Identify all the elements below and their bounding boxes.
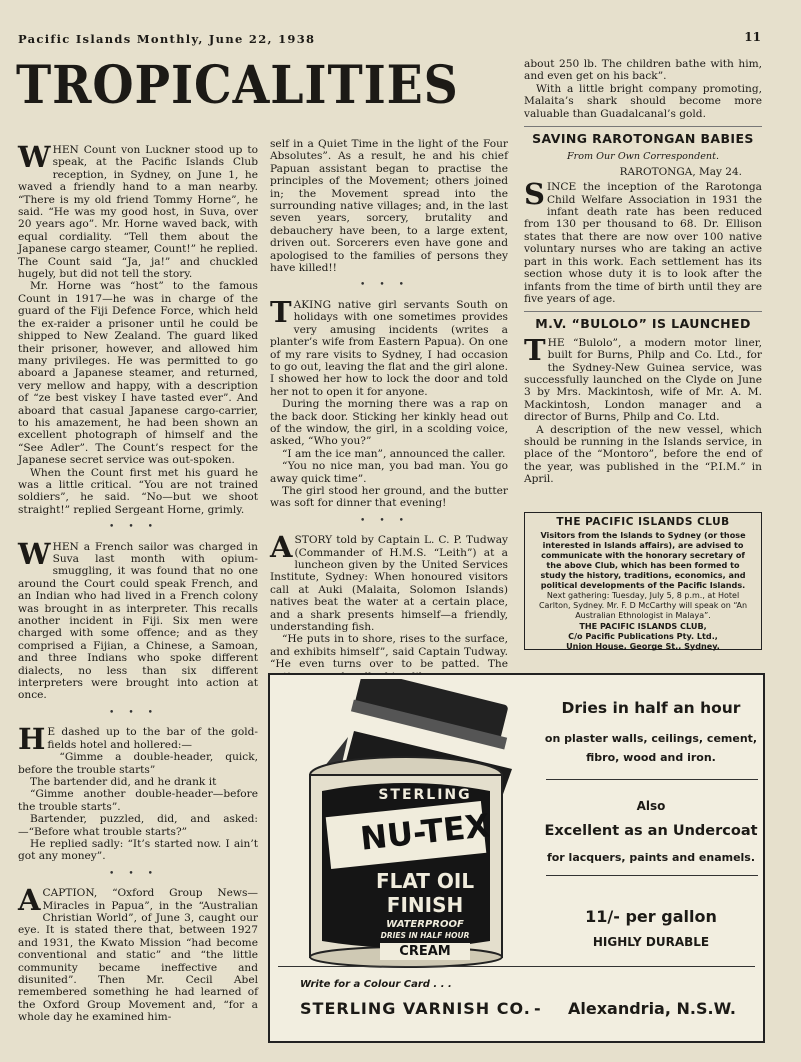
can-dries: DRIES IN HALF HOUR [380, 931, 470, 940]
drop-cap: A [270, 530, 293, 565]
page-number: 11 [744, 30, 761, 44]
club-next-gathering: Next gathering: Tuesday, July 5, 8 p.m., at Hotel Carlton, Sydney. Mr. F. D McCarthy will speak on “An Australian Ethnologist in Malaya”. [538, 590, 748, 620]
column-2 [270, 138, 508, 695]
ad-company: STERLING VARNISH CO. [300, 999, 531, 1018]
paragraph: self in a Quiet Time in the light of the Four Absolutes”. As a result, he and his chief Papuan assistant began to practise the principles of the Movement; others joined in; the Movement spread into the surrounding native villages; and, in the last seven years, sorcery, brutality and debauchery have been, to a large extent, driven out. Sorcerers even have gone and apologised to the families of persons they have killed!! [270, 138, 508, 275]
story-rarotonga: INCE the inception of the Rarotonga Child Welfare Association in 1931 the infant death rate has been reduced from 130 per thousand to 68. Dr. Ellison states that there are now over 100 native voluntary nurses who are taking an active part in this work. Each settlement has its section whose duty it is to look after the infants from the time of birth until they are five years of age. [524, 181, 762, 305]
ad-highly-durable: HIGHLY DURABLE [592, 935, 710, 949]
can-product: NU-TEX [358, 806, 492, 858]
paragraph: “He puts in to shore, rises to the surface, and exhibits himself”, said Captain Tudway. “He even turns over to be patted. The [270, 633, 508, 671]
drop-cap: A [18, 883, 41, 918]
paragraph: “Gimme a double-header, quick, before the trouble starts” [18, 751, 258, 776]
story-interpreters: HEN a French sailor was charged in Suva last month with opium-smuggling, it was found that no one around the Court could speak French, and an Indian who had lived in a French colony was brought in as interpreter. This recalls another incident in Fiji. Six men were charged with some offence; and as they comprised a Fijian, a Chinese, a Samoan, and three Indians who spoke different dialects, no less than six different interpreters were brought into action at once. [18, 540, 258, 702]
ad-divider [546, 875, 758, 876]
dateline: RAROTONGA, May 24. [619, 165, 742, 178]
club-org: THE PACIFIC ISLANDS CLUB, [579, 620, 707, 631]
ad-footer [278, 966, 755, 1033]
column-1 [18, 140, 258, 1024]
section-divider: ••• [109, 522, 167, 533]
can-brand: STERLING [378, 787, 472, 803]
can-waterproof: WATERPROOF [386, 919, 464, 930]
divider [524, 311, 762, 312]
ad-undercoat: Excellent as an Undercoat [544, 823, 758, 839]
ad-also: Also [636, 799, 666, 813]
headline-rarotongan-babies: SAVING RAROTONGAN BABIES [532, 131, 754, 147]
drop-cap: W [18, 140, 51, 174]
drop-cap: H [18, 722, 46, 757]
paragraph: When the Count first met his guard he was a little critical. “You are not trained soldiers”, he said. “No—but we shoot straight!” replied Sergeant Horne, grimly. [18, 466, 258, 516]
ad-for-lacquers: for lacquers, paints and enamels. [546, 851, 756, 864]
running-head: Pacific Islands Monthly, June 22, 1938 [18, 32, 316, 46]
club-notice-box [524, 512, 762, 650]
club-address: Union House, George St., Sydney. [566, 640, 720, 651]
byline: From Our Own Correspondent. [566, 151, 720, 163]
advertisement-nu-tex [268, 673, 765, 1043]
story-shark: STORY told by Captain L. C. P. Tudway (Commander of H.M.S. “Leith”) at a luncheon given by the United Services Institute, Sydney: When honoured visitors call at Auki (Malaita, Solomon Islands) natives beat the water at a certain place, and a shark presents himself—a friendly, understanding fish. [270, 534, 508, 634]
drop-cap: T [524, 332, 546, 367]
paragraph: With a little bright company promoting, Malaita’s shark should become more valuable than Guadalcanal’s gold. [524, 82, 762, 120]
masthead: TROPICALITIES [16, 55, 459, 116]
paragraph: Mr. Horne was “host” to the famous Count in 1917—he was in charge of the guard of the Fiji Defence Force, which held the ex-raider a prisoner until he could be shipped to New Zealand. The guard liked their prisoner, however, and allowed him many privileges. He was permitted to go aboard a Japanese steamer, and returned, very mellow and happy, with a description of “ze best viskey I have tasted ever”. And aboard that casual Japanese cargo-carrier, to his amazement, he had been shown an excellent photograph of himself and the “See Adler”. The Count’s respect for the Japanese secret service was out-spoken. [18, 280, 258, 467]
section-divider: ••• [360, 280, 418, 291]
paragraph: about 250 lb. The children bathe with him, and even get on his back”. [524, 58, 762, 83]
story-oxford-group: CAPTION, “Oxford Group News—Miracles in Papua”, in the “Australian Christian World”, of June 3, caught our eye. It is stated there that, between 1927 and 1931, the Kwato Mission “had become conventional and static” and “the little community became ineffective and disunited”. Then Mr. Cecil Abel remembered something he had learned of the Oxford Group Movement and, “for a whole day he examined him- [18, 887, 258, 1024]
section-divider: ••• [109, 707, 167, 718]
section-divider: ••• [360, 515, 418, 526]
headline-bulolo: M.V. “BULOLO” IS LAUNCHED [535, 316, 751, 332]
story-luckner: HEN Count von Luckner stood up to speak, at the Pacific Islands Club reception, in Sydney, on June 1, he waved a friendly hand to a man nearby. “There is my old friend Tommy Horne”, he said. “He was my good host, in Suva, over 20 years ago”. Mr. Horne waved back, with equal cordiality. “Tell them about the Japanese cargo steamer, Count!” he replied. The Count said “Ja, ja!” and chuckled hugely, but did not tell the story. [18, 144, 258, 281]
paragraph: During the morning there was a rap on the back door. Sticking her kinkly head out of the window, the girl, in a scolding voice, asked, “Who you?” [270, 398, 508, 448]
can-flat-oil: FLAT OIL [375, 869, 475, 893]
drop-cap: W [18, 536, 51, 571]
paragraph: Bartender, puzzled, did, and asked:—“Before what trouble starts?” [18, 813, 258, 838]
ad-divider [546, 779, 758, 780]
ad-surfaces: on plaster walls, ceilings, cement, fibro, wood and iron. [544, 732, 758, 764]
club-body: Visitors from the Islands to Sydney (or those interested in Islands affairs), are advised to communicate with the honorary secretary of the above Club, which has been formed to study the history, traditions, economics, and political developments of the Pacific Islands. [540, 530, 746, 591]
drop-cap: T [270, 294, 292, 329]
divider [524, 126, 762, 127]
paragraph: “I am the ice man”, announced the caller. [282, 447, 506, 460]
paragraph: He replied sadly: “It’s started now. I ain’t got any money”. [18, 837, 258, 863]
paragraph: The bartender did, and he drank it [30, 775, 217, 788]
ad-dash: - [534, 999, 541, 1018]
ad-place: Alexandria, N.S.W. [568, 999, 736, 1018]
story-bar: E dashed up to the bar of the gold-fields hotel and hollered:— [47, 726, 258, 751]
paragraph: A description of the new vessel, which should be running in the Islands service, in place of the “Montoro”, before the end of the year, was published in the “P.I.M.” in April. [524, 423, 762, 486]
can-color-label: CREAM [380, 943, 470, 960]
paragraph: “You no nice man, you bad man. You go away quick time”. [270, 460, 508, 485]
section-divider: ••• [109, 868, 167, 879]
ad-price: 11/- per gallon [585, 907, 717, 926]
can-finish: FINISH [386, 893, 464, 917]
ad-dries-half-hour: Dries in half an hour [561, 699, 741, 717]
club-care-of: C/o Pacific Publications Pty. Ltd., [568, 630, 718, 641]
ad-write-colour-card: Write for a Colour Card . . . [300, 979, 452, 990]
drop-cap: S [524, 177, 545, 212]
story-bulolo: HE “Bulolo”, a modern motor liner, built for Burns, Philp and Co. Ltd., for the Sydney-New Guinea service, was successfully launched on the Clyde on June 3 by Mrs. Mackintosh, wife of Mr. A. M. Mackintosh, London manager and a director of Burns, Philp and Co. Ltd. [524, 336, 762, 424]
story-servant: AKING native girl servants South on holidays with one sometimes provides very amusing incidents (writes a planter’s wife from Eastern Papua). On one of my rare visits to Sydney, I had occasion to go out, leaving the flat and the girl alone. I showed her how to lock the door and told her not to open it for anyone. [270, 298, 508, 398]
club-title: THE PACIFIC ISLANDS CLUB [556, 516, 730, 528]
column-3 [524, 58, 762, 486]
paragraph: “Gimme another double-header—before the trouble starts”. [18, 788, 258, 813]
paragraph: The girl stood her ground, and the butter was soft for dinner that evening! [270, 484, 508, 510]
